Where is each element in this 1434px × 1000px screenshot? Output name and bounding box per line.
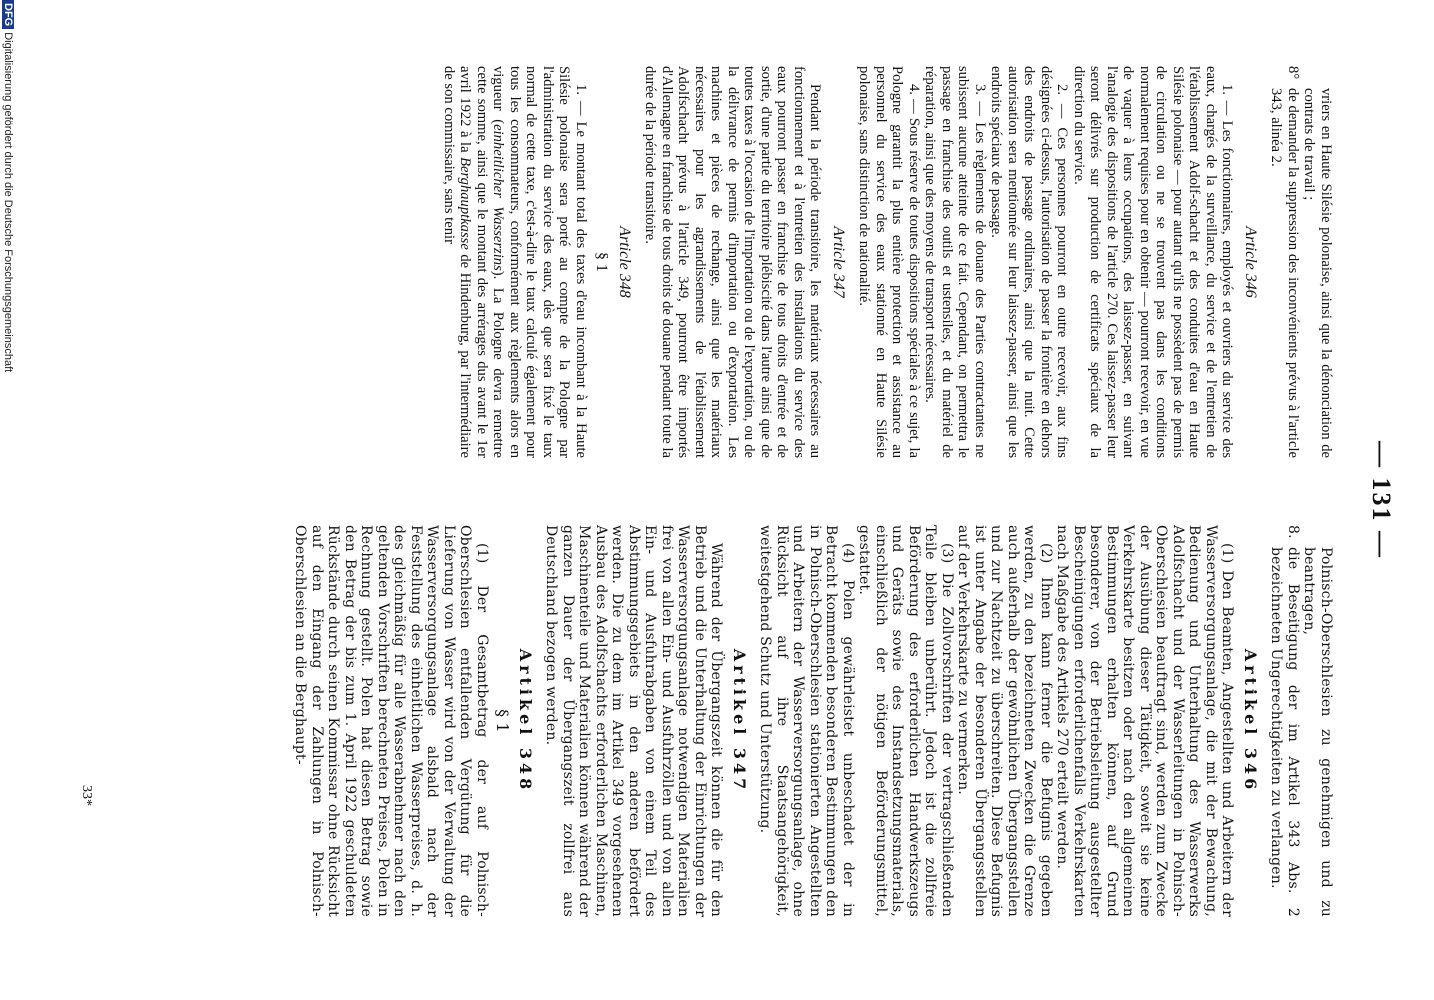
de-art346-p4: (4) Polen gewährleistet unbeschadet der in Betracht kommenden besonderen Bestimmungen den in Polnisch-Oberschlesien stationierten Angestellten und Arbeitern der Wasserversorgungsanlage, ohne Rücksicht auf ihre Staatsangehörigkeit, weitestgehend Schutz und Unterstützung.	[757, 525, 856, 917]
de-item-8	[1268, 525, 1301, 917]
fr-art348-p1-part-b: ). La Pologne devra remettre cette somme, ainsi que le montant des arrérages dus avant le 1er avril 1922 à la	[457, 66, 507, 458]
de-art346-p3: (3) Die Zollvorschriften der vertragschließenden Teile bleiben unberührt. Jedoch ist die zollfreie Beförderung des erforderlichen Handwerkszeugs und Geräts sowie des Instandsetzungsmaterials, einschließlich der nötigen Beförderungsmittel, gestattet.	[856, 525, 955, 917]
de-art346-p2: (2) Ihnen kann ferner die Befugnis gegeben werden, zu den bezeichneten Zwecken die Grenze auch außerhalb der gewöhnlichen Übergangsstellen und zur Nachtzeit zu überschreiten. Diese Befugnis ist unter Angabe der besonderen Übergangsstellen auf der Verkehrskarte zu vermerken.	[955, 525, 1054, 917]
french-column	[441, 66, 1335, 458]
de-art347-p1: Während der Übergangszeit können die für den Betrieb und die Unterhaltung der Einrichtungen der Wasserversorgungsanlage notwendigen Materialien frei von allen Ein- und Ausfuhrzöllen und von allen Ein- und Ausfuhrabgaben von einem Teil des Abstimmungsgebiets in den anderen befördert werden. Die zu dem im Artikel 349 vorgesehenen Ausbau des Adolfschachts erforderlichen Maschinen, Maschinenteile und Materialien können während der ganzen Dauer der Übergangszeit zollfrei aus Deutschland bezogen werden.	[543, 525, 725, 917]
fr-art347-p1: Pendant la période transitoire, les matériaux nécessaires au fonctionnement et à l'entretien des installations du service des eaux pourront passer en franchise de tous droits d'entrée et de sortie, d'une partie du territoire plébiscité dans l'autre ainsi que de toutes taxes à l'occasion de l'importation ou de l'exportation, ou de la délivrance de permis d'importation ou d'exportation. Les machines et pièces de rechange, ainsi que les matériaux nécessaires pour les agrandissements de l'établissement Adolfschacht prévus à l'article 349, pourront être importés d'Allemagne en franchise de tous droits de douane pendant toute la durée de la période transitoire.	[642, 66, 824, 458]
footer-text: Digitalisierung gefördert durch die Deutsche Forschungsgemeinschaft	[2, 32, 14, 373]
page-number: — 131 —	[1367, 441, 1396, 559]
de-art348-p1: (1) Der Gesamtbetrag der auf Polnisch-Oberschlesien entfallenden Vergütung für die Lieferung von Wasser wird von der Verwaltung der Wasserversorgungsanlage alsbald nach der Feststellung des einheitlichen Wasserpreises, d. h. des gleichmäßig für alle Wasserabnehmer nach den geltenden Vorschriften berechneten Preises, Polen in Rechnung gestellt. Polen hat diesen Betrag sowie den Betrag der bis zum 1. April 1922 geschuldeten Rückstände durch seinen Kommissar ohne Rücksicht auf den Eingang der Zahlungen in Polnisch-Oberschlesien an die Berghaupt-	[292, 525, 490, 917]
fr-intro: vriers en Haute Silésie polonaise, ainsi que la dénonciation de contrats de travail ;	[1301, 88, 1334, 458]
fr-art346-p1: 1. — Les fonctionnaires, employés et ouvriers du service des eaux, chargés de la surveillance, du service et de l'entretien de l'établissement Adolf-schacht et des conduites d'eau en Haute Silésie polonaise — pour autant qu'ils ne possèdent pas de permis de circulation ou ne se trouvent pas dans les conditions normalement requises pour en obtenir — pourront recevoir, en vue de vaquer à leurs occupations, des laissez-passer, en suivant l'analogie des dispositions de l'article 270. Ces laissez-passer leur seront délivrés sur production de certificats spéciaux de la direction du service.	[1071, 66, 1236, 458]
german-column	[292, 525, 1334, 917]
fr-art348-p1-part-c: de Hindenburg, par l'intermédiaire de son commissaire, sans tenir	[441, 66, 474, 458]
fr-art348-p1-italic-a: einheitlicher Wasserzins	[490, 124, 507, 271]
de-artikel-347-title: Artikel 347	[730, 648, 749, 794]
fr-article-347-title: Article 347	[830, 226, 847, 298]
fr-item-8-text: de demander la suppression des inconvénients prévus à l'article 343, alinéa 2.	[1268, 88, 1301, 458]
de-art346-p1: (1) Den Beamten, Angestellten und Arbeitern der Wasserversorgungsanlage, die mit der Bewachung, Bedienung und Unterhaltung des Wasserwerks Adolfschacht und der Wasserleitungen in Polnisch-Oberschlesien beauftragt sind, werden zum Zwecke der Ausübung dieser Tätigkeit, soweit sie keine Verkehrskarte besitzen oder nach den allgemeinen Bestimmungen erhalten können, auf Grund besonderer, von der Betriebsleitung ausgestellter Bescheinigungen erforderlichenfalls Verkehrskarten nach Maßgabe des Artikels 270 erteilt werden.	[1054, 525, 1236, 917]
fr-art348-section: § 1	[593, 252, 611, 272]
de-artikel-348-title: Artikel 348	[516, 648, 535, 794]
fr-art348-p1-italic-b: Berghauptkasse	[457, 157, 474, 250]
fr-article-346-title: Article 346	[1242, 226, 1259, 298]
fr-art346-p2: 2. — Ces personnes pourront en outre recevoir, aux fins désignées ci-dessus, l'autorisation de passer la frontière en dehors des endroits de passage ordinaires, ainsi que la nuit. Cette autorisation sera mentionnée sur leur laissez-passer, ainsi que les endroits spéciaux de passage.	[988, 66, 1071, 458]
digitization-footer	[2, 0, 14, 1000]
fr-art348-p1	[441, 66, 590, 458]
sheet-signature: 33*	[79, 785, 94, 806]
fr-article-348-title: Article 348	[616, 226, 633, 298]
de-artikel-346-title: Artikel 346	[1241, 648, 1260, 794]
fr-item-8-number: 8°	[1285, 66, 1301, 80]
fr-item-8	[1268, 66, 1301, 458]
de-intro: Polnisch-Oberschlesien zu genehmigen und zu beantragen,	[1301, 547, 1334, 917]
dfg-logo: DFG	[2, 0, 14, 29]
fr-art346-p4: 4. — Sous réserve de toutes dispositions spéciales à ce sujet, la Pologne garantit la plus entière protection et assistance au personnel du service des eaux stationné en Haute Silésie polonaise, sans distinction de nationalité.	[856, 66, 922, 458]
de-item-8-text: die Beseitigung der im Artikel 343 Abs. 2 bezeichneten Ungerechtigkeiten zu verlangen.	[1268, 547, 1301, 917]
de-item-8-number: 8.	[1285, 525, 1301, 539]
de-art348-section: § 1	[493, 709, 513, 733]
fr-art346-p3: 3. — Les règlements de douane des Parties contractantes ne subissent aucune atteinte de ce fait. Cependant, on permettra le passage en franchise des outils et ustensiles, et du matériel de réparation, ainsi que des moyens de transport nécessaires.	[922, 66, 988, 458]
fr-art348-p1-part-a: 1. — Le montant total des taxes d'eau incombant à la Haute Silésie polonaise sera porté au compte de la Pologne par l'administration du service des eaux, dès que sera fixé le taux normal de cette taxe, c'est-à-dire le taux calculé également pour tous les consommateurs, conformément aux règlements alors en vigueur (	[490, 66, 589, 458]
